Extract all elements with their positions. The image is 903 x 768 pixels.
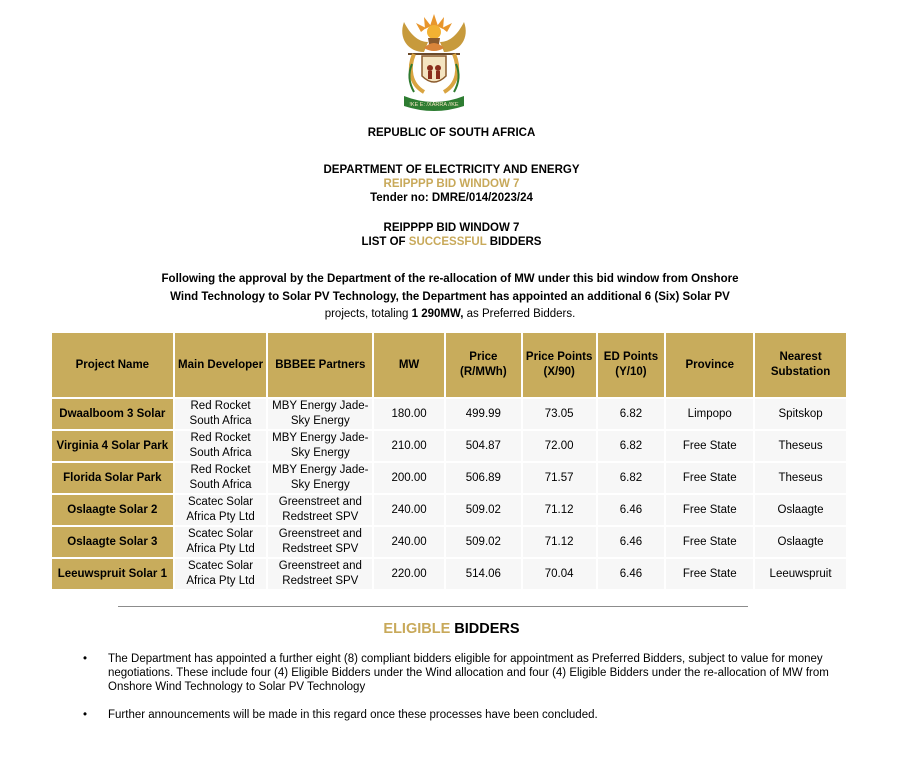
table-row: [52, 399, 846, 429]
project-name-cell: Florida Solar Park: [52, 463, 173, 493]
price-points-cell: 73.05: [523, 399, 596, 429]
mw-cell: 220.00: [374, 559, 444, 589]
table-row: [52, 559, 846, 589]
project-name-cell: Dwaalboom 3 Solar: [52, 399, 173, 429]
mw-cell: 240.00: [374, 527, 444, 557]
bbbee-partners-cell: MBY Energy Jade-Sky Energy: [268, 463, 372, 493]
successful-bidders-table: [50, 331, 848, 591]
country-heading: REPUBLIC OF SOUTH AFRICA: [367, 127, 536, 139]
table-row: [52, 463, 846, 493]
province-cell: Free State: [666, 495, 753, 525]
mw-cell: 180.00: [374, 399, 444, 429]
price-cell: 499.99: [446, 399, 521, 429]
substation-cell: Oslaagte: [755, 495, 846, 525]
price-cell: 506.89: [446, 463, 521, 493]
column-header: Province: [666, 333, 753, 397]
project-name-cell: Leeuwspruit Solar 1: [52, 559, 173, 589]
bullet-text: Further announcements will be made in this regard once these processes have been concluded.: [108, 709, 598, 721]
substation-cell: Oslaagte: [755, 527, 846, 557]
intro-paragraph: [150, 271, 750, 324]
column-header: MW: [374, 333, 444, 397]
eligible-bullet-list: [80, 652, 830, 736]
list-window-heading: REIPPPP BID WINDOW 7: [383, 222, 520, 234]
developer-cell: Red Rocket South Africa: [175, 399, 267, 429]
list-title-suffix: BIDDERS: [486, 236, 542, 248]
province-cell: Free State: [666, 527, 753, 557]
column-header: Main Developer: [175, 333, 267, 397]
price-cell: 504.87: [446, 431, 521, 461]
intro-part-1: Following the approval by the Department of the re-allocation of MW under this bid window from Onshore Wind Technology to Solar PV Technology, the Department has appointed an additional 6 (Six) Solar PV: [161, 273, 739, 303]
price-cell: 509.02: [446, 527, 521, 557]
coat-of-arms-emblem: [390, 8, 478, 114]
table-row: [52, 527, 846, 557]
table-row: [52, 431, 846, 461]
province-cell: Free State: [666, 559, 753, 589]
list-title-prefix: LIST OF: [361, 236, 409, 248]
ed-points-cell: 6.82: [598, 399, 665, 429]
intro-part-3: 1 290MW,: [411, 308, 464, 320]
price-points-cell: 70.04: [523, 559, 596, 589]
column-header: Price (R/MWh): [446, 333, 521, 397]
substation-cell: Theseus: [755, 431, 846, 461]
table-row: [52, 495, 846, 525]
project-name-cell: Oslaagte Solar 2: [52, 495, 173, 525]
developer-cell: Scatec Solar Africa Pty Ltd: [175, 527, 267, 557]
tender-number: Tender no: DMRE/014/2023/24: [370, 192, 533, 204]
ed-points-cell: 6.46: [598, 559, 665, 589]
project-name-cell: Oslaagte Solar 3: [52, 527, 173, 557]
price-points-cell: 71.12: [523, 495, 596, 525]
price-cell: 509.02: [446, 495, 521, 525]
ed-points-cell: 6.46: [598, 527, 665, 557]
developer-cell: Red Rocket South Africa: [175, 431, 267, 461]
ed-points-cell: 6.46: [598, 495, 665, 525]
column-header: Project Name: [52, 333, 173, 397]
price-points-cell: 71.57: [523, 463, 596, 493]
list-title-highlight: SUCCESSFUL: [408, 236, 487, 248]
column-header: Nearest Substation: [755, 333, 846, 397]
mw-cell: 240.00: [374, 495, 444, 525]
intro-part-2: projects, totaling: [324, 308, 412, 320]
developer-cell: Scatec Solar Africa Pty Ltd: [175, 495, 267, 525]
eligible-bidders-heading: [0, 621, 903, 637]
bid-window-heading: REIPPPP BID WINDOW 7: [383, 178, 520, 190]
section-divider: [118, 606, 748, 607]
project-name-cell: Virginia 4 Solar Park: [52, 431, 173, 461]
bbbee-partners-cell: Greenstreet and Redstreet SPV: [268, 527, 372, 557]
province-cell: Limpopo: [666, 399, 753, 429]
eligible-heading-rest: BIDDERS: [450, 621, 520, 637]
province-cell: Free State: [666, 431, 753, 461]
substation-cell: Leeuwspruit: [755, 559, 846, 589]
bbbee-partners-cell: Greenstreet and Redstreet SPV: [268, 559, 372, 589]
column-header: Price Points (X/90): [523, 333, 596, 397]
column-header: BBBEE Partners: [268, 333, 372, 397]
province-cell: Free State: [666, 463, 753, 493]
list-item: [80, 708, 830, 722]
developer-cell: Scatec Solar Africa Pty Ltd: [175, 559, 267, 589]
substation-cell: Theseus: [755, 463, 846, 493]
substation-cell: Spitskop: [755, 399, 846, 429]
list-title: [0, 235, 903, 250]
table-header-row: [52, 333, 846, 397]
bbbee-partners-cell: MBY Energy Jade-Sky Energy: [268, 399, 372, 429]
price-points-cell: 72.00: [523, 431, 596, 461]
mw-cell: 200.00: [374, 463, 444, 493]
bullet-text: The Department has appointed a further eight (8) compliant bidders eligible for appointment as Preferred Bidders, subject to value for money negotiations. These include four (4) Eligible Bidders under the Wind allocation and four (4) Eligible Bidders under the re-allocation of MW from Onshore Wind Technology to Solar PV Technology: [108, 653, 829, 693]
bbbee-partners-cell: Greenstreet and Redstreet SPV: [268, 495, 372, 525]
ed-points-cell: 6.82: [598, 463, 665, 493]
developer-cell: Red Rocket South Africa: [175, 463, 267, 493]
bbbee-partners-cell: MBY Energy Jade-Sky Energy: [268, 431, 372, 461]
bullet-icon: •: [83, 709, 88, 721]
crest-motto: !KE E: /XARRA //KE: [409, 102, 459, 108]
department-heading: DEPARTMENT OF ELECTRICITY AND ENERGY: [323, 164, 580, 176]
eligible-heading-highlight: ELIGIBLE: [383, 621, 451, 637]
price-points-cell: 71.12: [523, 527, 596, 557]
bullet-icon: •: [83, 653, 88, 665]
column-header: ED Points (Y/10): [598, 333, 665, 397]
list-item: [80, 652, 830, 694]
price-cell: 514.06: [446, 559, 521, 589]
ed-points-cell: 6.82: [598, 431, 665, 461]
intro-part-4: as Preferred Bidders.: [463, 308, 576, 320]
mw-cell: 210.00: [374, 431, 444, 461]
